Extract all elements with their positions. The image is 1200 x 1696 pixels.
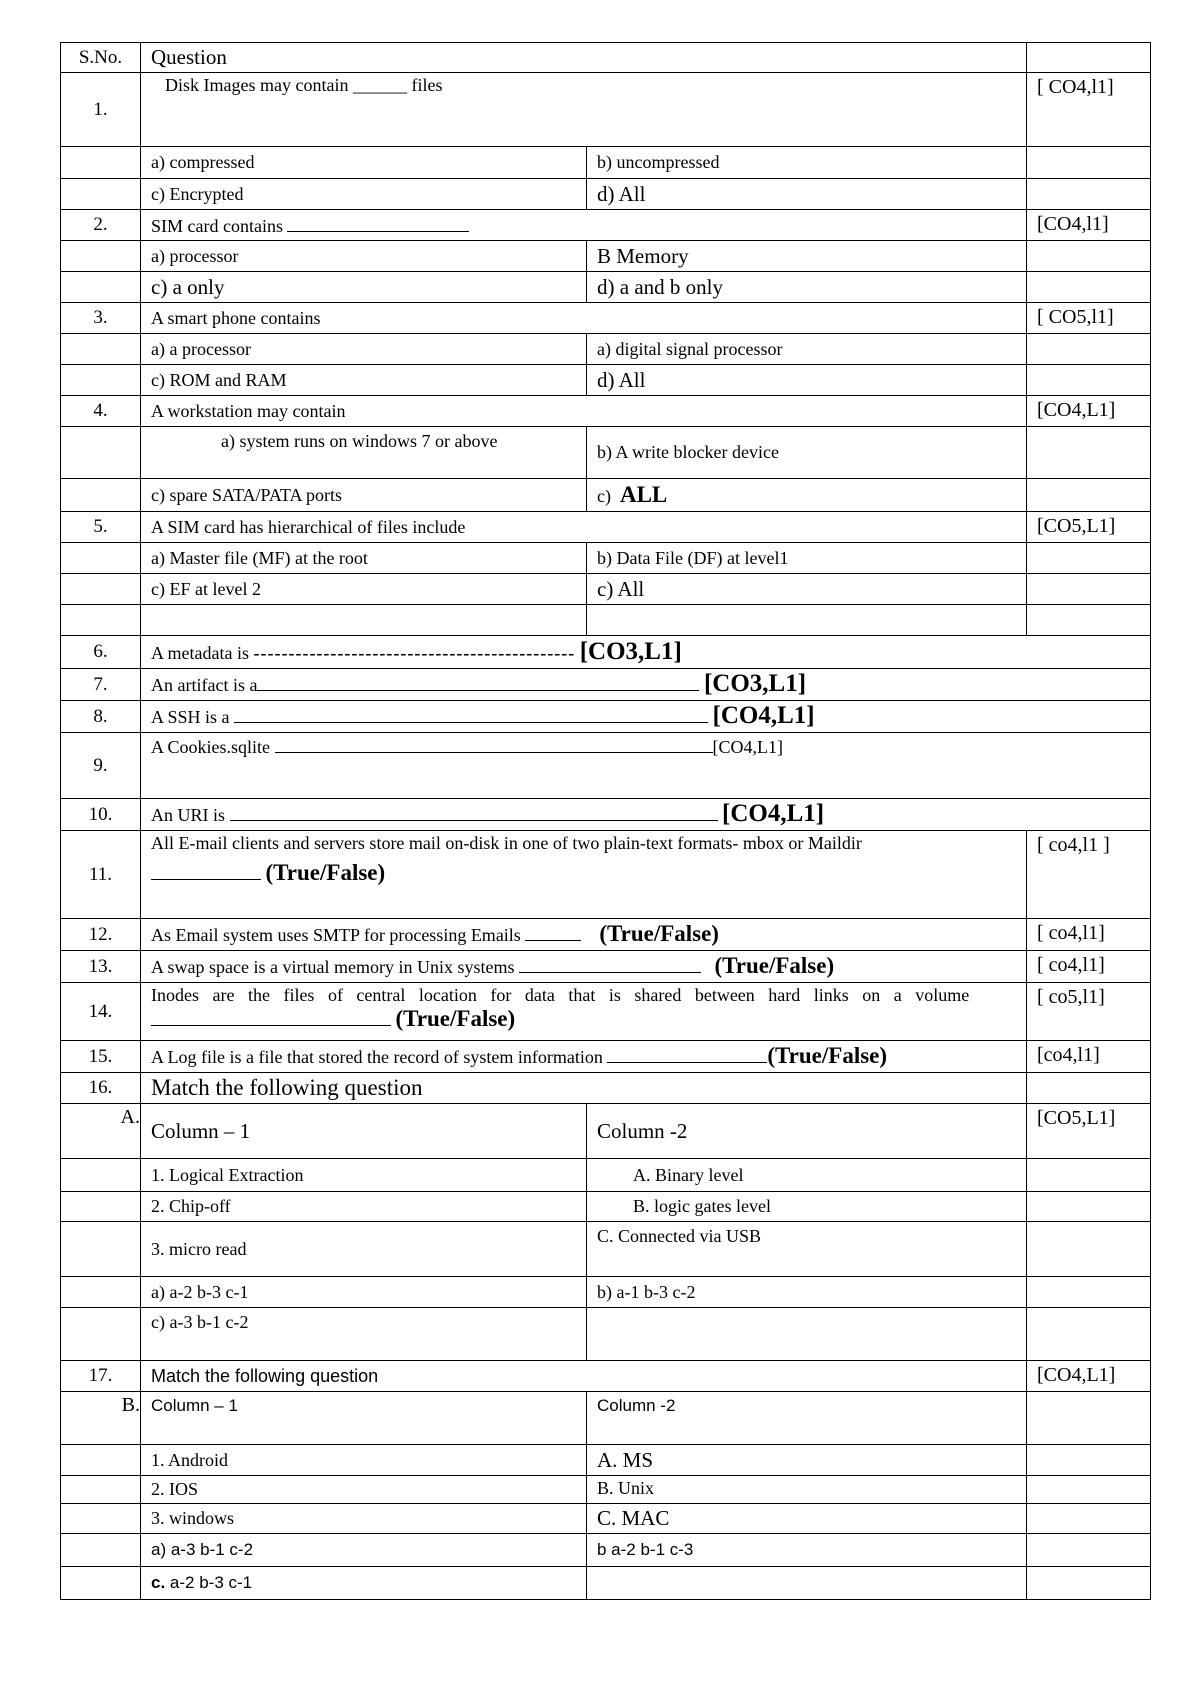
q5-text: A SIM card has hierarchical of files include — [141, 512, 1027, 543]
q4-option-d — [587, 479, 1027, 512]
q16-options-row-2 — [61, 1308, 1151, 1361]
q1-option-a: a) compressed — [141, 147, 587, 179]
q16-match-row-2 — [61, 1192, 1151, 1222]
q3-number: 3. — [61, 303, 141, 334]
q3-options-row-1 — [61, 334, 1151, 365]
q11-true-false: (True/False) — [265, 859, 386, 885]
q14-question — [141, 983, 1027, 1041]
q1-option-d: d) All — [587, 179, 1027, 210]
q4-options-row-2 — [61, 479, 1151, 512]
q6-dashes: ---------------------------------------------- — [253, 642, 576, 663]
q6-number: 6. — [61, 636, 141, 669]
q6-text: A metadata is — [151, 642, 249, 663]
q14-text: Inodes are the files of central location for data that is shared between hard links on a volume — [151, 985, 970, 1005]
q14-number: 14. — [61, 983, 141, 1041]
q1-row — [61, 73, 1151, 147]
q12-question — [141, 919, 1027, 951]
q8-row — [61, 701, 1151, 733]
q6-mark: [CO3,L1] — [579, 637, 682, 665]
q17-match-row-1 — [61, 1445, 1151, 1476]
q17-right-1: A. MS — [587, 1445, 1027, 1476]
q17-options-row-2 — [61, 1567, 1151, 1600]
q11-question — [141, 831, 1027, 919]
q7-mark: [CO3,L1] — [703, 670, 807, 698]
q16-columns-header — [61, 1104, 1151, 1159]
q5-option-c: c) EF at level 2 — [141, 574, 587, 605]
q2-blank — [287, 214, 469, 232]
q8-blank — [234, 705, 708, 723]
q2-number: 2. — [61, 210, 141, 241]
q10-text: An URI is — [151, 805, 226, 826]
q12-mark: [ co4,l1] — [1027, 919, 1151, 951]
q3-options-row-2 — [61, 365, 1151, 396]
q9-row — [61, 733, 1151, 799]
q1-text: Disk Images may contain ______ files — [141, 73, 1027, 147]
q4-mark: [CO4,L1] — [1027, 396, 1151, 427]
q5-option-d: c) All — [587, 574, 1027, 605]
marks-header — [1027, 43, 1151, 73]
q16-right-3: C. Connected via USB — [587, 1222, 1027, 1277]
q14-true-false: (True/False) — [395, 1005, 516, 1031]
q11-text: All E-mail clients and servers store mail on-disk in one of two plain-text formats- mbox or Maildir — [151, 833, 862, 853]
q3-row — [61, 303, 1151, 334]
q3-option-b: a) digital signal processor — [587, 334, 1027, 365]
spacer-row — [61, 605, 1151, 636]
q14-row — [61, 983, 1151, 1041]
q3-text: A smart phone contains — [141, 303, 1027, 334]
q15-row — [61, 1041, 1151, 1073]
q8-text: A SSH is a — [151, 707, 230, 728]
q4-options-row-1 — [61, 427, 1151, 479]
q15-blank — [607, 1045, 767, 1063]
q17-left-1: 1. Android — [141, 1445, 587, 1476]
q16-option-c: c) a-3 b-1 c-2 — [141, 1308, 587, 1361]
q2-option-c: c) a only — [141, 272, 587, 303]
q16-left-3: 3. micro read — [141, 1222, 587, 1277]
q16-label: A. — [61, 1104, 141, 1159]
q10-question — [141, 799, 1151, 831]
q2-row — [61, 210, 1151, 241]
q17-column-1: Column – 1 — [141, 1392, 587, 1445]
sno-header: S.No. — [61, 43, 141, 73]
q2-option-b: B Memory — [587, 241, 1027, 272]
q16-options-row-1 — [61, 1277, 1151, 1308]
q4-option-d-text: ALL — [619, 481, 668, 507]
q11-mark: [ co4,l1 ] — [1027, 831, 1151, 919]
q11-blank — [151, 862, 261, 880]
q13-question — [141, 951, 1027, 983]
q1-option-c: c) Encrypted — [141, 179, 587, 210]
q5-row — [61, 512, 1151, 543]
q16-right-2: B. logic gates level — [587, 1192, 1027, 1222]
q14-mark: [ co5,l1] — [1027, 983, 1151, 1041]
q13-row — [61, 951, 1151, 983]
q16-option-b: b) a-1 b-3 c-2 — [587, 1277, 1027, 1308]
q15-number: 15. — [61, 1041, 141, 1073]
q8-mark: [CO4,L1] — [712, 702, 815, 730]
q4-option-d-prefix: c) — [597, 485, 611, 506]
q16-left-1: 1. Logical Extraction — [141, 1159, 587, 1192]
q17-text: Match the following question — [141, 1361, 1027, 1392]
q16-text: Match the following question — [141, 1073, 1027, 1104]
q1-options-row-2 — [61, 179, 1151, 210]
q10-number: 10. — [61, 799, 141, 831]
q16-match-row-1 — [61, 1159, 1151, 1192]
q13-blank — [519, 955, 701, 973]
q13-number: 13. — [61, 951, 141, 983]
q12-row — [61, 919, 1151, 951]
q2-option-a: a) processor — [141, 241, 587, 272]
q8-question — [141, 701, 1151, 733]
q3-option-c: c) ROM and RAM — [141, 365, 587, 396]
q8-number: 8. — [61, 701, 141, 733]
q12-blank — [525, 923, 581, 941]
q9-number: 9. — [61, 733, 141, 799]
q2-options-row-2 — [61, 272, 1151, 303]
q15-question — [141, 1041, 1027, 1073]
q13-true-false: (True/False) — [714, 953, 835, 979]
question-header: Question — [141, 43, 1027, 73]
q17-left-3: 3. windows — [141, 1504, 587, 1534]
q2-text: SIM card contains — [151, 215, 283, 236]
q11-row — [61, 831, 1151, 919]
q17-option-c-prefix: c. — [151, 1573, 166, 1593]
question-table — [60, 42, 1151, 1600]
q13-mark: [ co4,l1] — [1027, 951, 1151, 983]
q2-question — [141, 210, 1027, 241]
q3-mark: [ CO5,l1] — [1027, 303, 1151, 334]
q7-text: An artifact is a — [151, 675, 258, 696]
q4-row — [61, 396, 1151, 427]
q15-true-false: (True/False) — [767, 1043, 888, 1069]
q16-mark: [CO5,L1] — [1027, 1104, 1151, 1159]
q5-options-row-2 — [61, 574, 1151, 605]
q9-question — [141, 733, 1151, 799]
q16-left-2: 2. Chip-off — [141, 1192, 587, 1222]
q16-match-row-3 — [61, 1222, 1151, 1277]
q4-option-b: b) A write blocker device — [587, 427, 1027, 479]
q4-option-a: a) system runs on windows 7 or above — [141, 427, 587, 479]
q9-blank — [275, 735, 713, 753]
q4-option-c: c) spare SATA/PATA ports — [141, 479, 587, 512]
q2-option-d: d) a and b only — [587, 272, 1027, 303]
q17-option-c — [141, 1567, 587, 1600]
q7-row — [61, 669, 1151, 701]
q10-mark: [CO4,L1] — [722, 800, 825, 828]
q17-left-2: 2. IOS — [141, 1476, 587, 1504]
q5-options-row-1 — [61, 543, 1151, 574]
q12-true-false: (True/False) — [599, 921, 719, 947]
q1-option-b: b) uncompressed — [587, 147, 1027, 179]
q3-option-d: d) All — [587, 365, 1027, 396]
q17-label: B. — [61, 1392, 141, 1445]
q5-mark: [CO5,L1] — [1027, 512, 1151, 543]
q5-number: 5. — [61, 512, 141, 543]
q12-text: As Email system uses SMTP for processing Emails — [151, 925, 521, 946]
q11-number: 11. — [61, 831, 141, 919]
q17-mark: [CO4,L1] — [1027, 1361, 1151, 1392]
q6-question — [141, 636, 1151, 669]
q16-row — [61, 1073, 1151, 1104]
q6-row — [61, 636, 1151, 669]
q17-options-row-1 — [61, 1534, 1151, 1567]
q2-options-row-1 — [61, 241, 1151, 272]
q13-text: A swap space is a virtual memory in Unix systems — [151, 957, 515, 978]
q17-right-2: B. Unix — [587, 1476, 1027, 1504]
q14-blank — [151, 1008, 391, 1026]
q10-row — [61, 799, 1151, 831]
q17-option-c-text: a-2 b-3 c-1 — [169, 1573, 253, 1593]
q17-match-row-2 — [61, 1476, 1151, 1504]
q16-right-1: A. Binary level — [587, 1159, 1027, 1192]
q17-right-3: C. MAC — [587, 1504, 1027, 1534]
q5-option-b: b) Data File (DF) at level1 — [587, 543, 1027, 574]
q9-text: A Cookies.sqlite — [151, 737, 271, 757]
q2-mark: [CO4,l1] — [1027, 210, 1151, 241]
q17-number: 17. — [61, 1361, 141, 1392]
q1-mark: [ CO4,l1] — [1027, 73, 1151, 147]
q1-number: 1. — [61, 73, 141, 147]
q12-number: 12. — [61, 919, 141, 951]
q4-text: A workstation may contain — [141, 396, 1027, 427]
q16-column-2: Column -2 — [587, 1104, 1027, 1159]
q16-column-1: Column – 1 — [141, 1104, 587, 1159]
q15-text: A Log file is a file that stored the record of system information — [151, 1047, 603, 1068]
q7-number: 7. — [61, 669, 141, 701]
q17-column-2: Column -2 — [587, 1392, 1027, 1445]
q17-columns-header — [61, 1392, 1151, 1445]
header-row — [61, 43, 1151, 73]
q15-mark: [co4,l1] — [1027, 1041, 1151, 1073]
q7-blank — [257, 673, 699, 691]
q17-option-b: b a-2 b-1 c-3 — [587, 1534, 1027, 1567]
q17-option-a: a) a-3 b-1 c-2 — [141, 1534, 587, 1567]
q7-question — [141, 669, 1151, 701]
q5-option-a: a) Master file (MF) at the root — [141, 543, 587, 574]
q17-match-row-3 — [61, 1504, 1151, 1534]
q17-row — [61, 1361, 1151, 1392]
q16-option-a: a) a-2 b-3 c-1 — [141, 1277, 587, 1308]
q3-option-a: a) a processor — [141, 334, 587, 365]
q9-mark: [CO4,L1] — [712, 737, 784, 757]
q16-number: 16. — [61, 1073, 141, 1104]
q4-number: 4. — [61, 396, 141, 427]
q10-blank — [230, 803, 718, 821]
q1-options-row-1 — [61, 147, 1151, 179]
